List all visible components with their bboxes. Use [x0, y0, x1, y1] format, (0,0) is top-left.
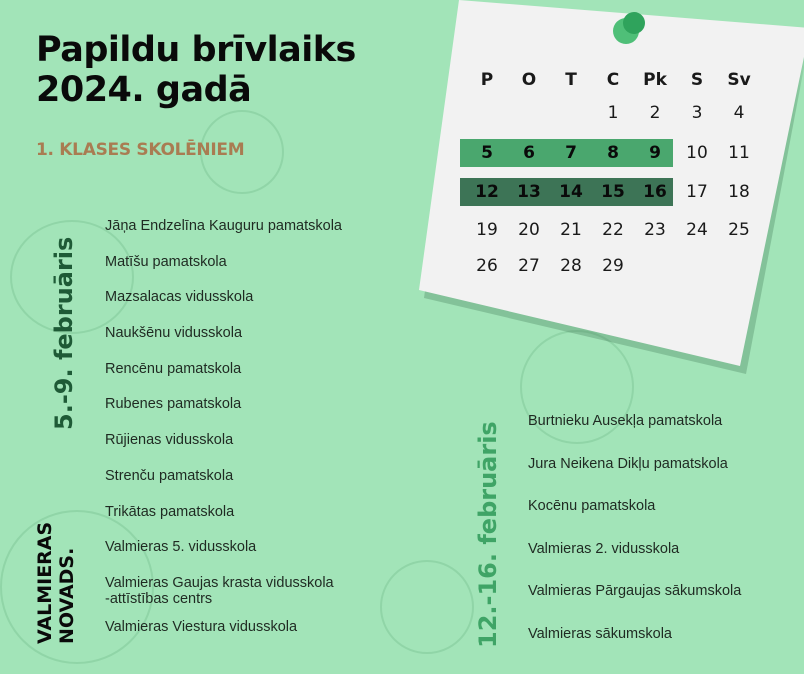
calendar-weekday-header [466, 66, 760, 94]
region-label-line-1: VALMIERAS [34, 521, 56, 644]
weekday-thu: C [606, 70, 620, 90]
list-item: Naukšēnu vidusskola [105, 325, 243, 342]
weekday-wed: T [565, 70, 577, 90]
day-cell: 23 [644, 220, 666, 240]
day-cell-holiday: 12 [475, 182, 499, 202]
date-label-feb-12-16: 12.-16. februāris [474, 421, 502, 648]
list-item: Mazsalacas vidusskola [105, 289, 254, 306]
day-cell: 27 [518, 256, 540, 276]
day-cell: 17 [686, 182, 708, 202]
list-item: Trikātas pamatskola [105, 503, 235, 520]
day-cell: 22 [602, 220, 624, 240]
school-list-feb-12-16 [528, 413, 741, 669]
day-cell [508, 99, 550, 127]
calendar-week-2 [466, 139, 760, 167]
calendar-week-5 [466, 252, 760, 280]
region-label-line-2: NOVADS. [56, 547, 78, 644]
title-line-1: Papildu brīvlaiks [36, 30, 356, 70]
title-line-2: 2024. gadā [36, 70, 252, 110]
list-item-line-2: -attīstības centrs [105, 590, 213, 607]
day-cell-holiday: 15 [601, 182, 625, 202]
day-cell [676, 252, 718, 280]
page-title [36, 30, 356, 110]
day-cell-holiday: 8 [607, 143, 619, 163]
weekday-tue: O [521, 70, 537, 90]
school-list-feb-5-9 [105, 218, 342, 655]
day-cell-holiday: 7 [565, 143, 577, 163]
subtitle: 1. KLASES SKOLĒNIEM [36, 140, 245, 160]
list-item [105, 575, 342, 619]
day-cell-holiday: 6 [523, 143, 535, 163]
day-cell-holiday: 16 [643, 182, 667, 202]
list-item: Jura Neikena Dikļu pamatskola [528, 455, 728, 472]
list-item: Kocēnu pamatskola [528, 498, 656, 515]
pushpin-icon [613, 12, 647, 46]
day-cell [550, 99, 592, 127]
list-item: Valmieras sākumskola [528, 625, 672, 642]
day-cell-holiday: 14 [559, 182, 583, 202]
list-item: Strenču pamatskola [105, 467, 234, 484]
weekday-mon: P [480, 70, 494, 90]
day-cell-holiday: 5 [481, 143, 493, 163]
date-label-feb-5-9: 5.-9. februāris [50, 236, 78, 430]
day-cell-holiday: 13 [517, 182, 541, 202]
day-cell [466, 99, 508, 127]
day-cell: 10 [686, 143, 708, 163]
list-item: Valmieras Viestura vidusskola [105, 618, 298, 635]
weekday-sat: S [690, 70, 704, 90]
day-cell: 19 [476, 220, 498, 240]
list-item: Valmieras Pārgaujas sākumskola [528, 583, 742, 600]
day-cell: 25 [728, 220, 750, 240]
list-item: Rencēnu pamatskola [105, 360, 242, 377]
day-cell: 29 [602, 256, 624, 276]
day-cell: 20 [518, 220, 540, 240]
day-cell: 24 [686, 220, 708, 240]
doodle-circle [380, 560, 474, 654]
list-item: Valmieras 5. vidusskola [105, 539, 257, 556]
list-item: Jāņa Endzelīna Kauguru pamatskola [105, 218, 342, 234]
day-cell: 3 [691, 103, 703, 123]
day-cell: 26 [476, 256, 498, 276]
list-item: Rubenes pamatskola [105, 396, 242, 413]
list-item-line-1: Valmieras Gaujas krasta vidusskola [105, 574, 334, 591]
calendar-week-3 [466, 178, 760, 206]
day-cell [718, 252, 760, 280]
list-item: Rūjienas vidusskola [105, 432, 234, 449]
day-cell-holiday: 9 [649, 143, 661, 163]
day-cell: 4 [733, 103, 745, 123]
day-cell [634, 252, 676, 280]
day-cell: 1 [607, 103, 619, 123]
day-cell: 21 [560, 220, 582, 240]
calendar-week-4 [466, 216, 760, 244]
calendar-week-1 [466, 99, 760, 127]
list-item: Valmieras 2. vidusskola [528, 540, 680, 557]
day-cell: 11 [728, 143, 750, 163]
list-item: Burtnieku Ausekļa pamatskola [528, 413, 723, 429]
day-cell: 2 [649, 103, 661, 123]
day-cell: 28 [560, 256, 582, 276]
day-cell: 18 [728, 182, 750, 202]
list-item: Matīšu pamatskola [105, 253, 227, 270]
region-label [34, 522, 78, 644]
weekday-fri: Pk [643, 70, 667, 90]
weekday-sun: Sv [727, 70, 751, 90]
